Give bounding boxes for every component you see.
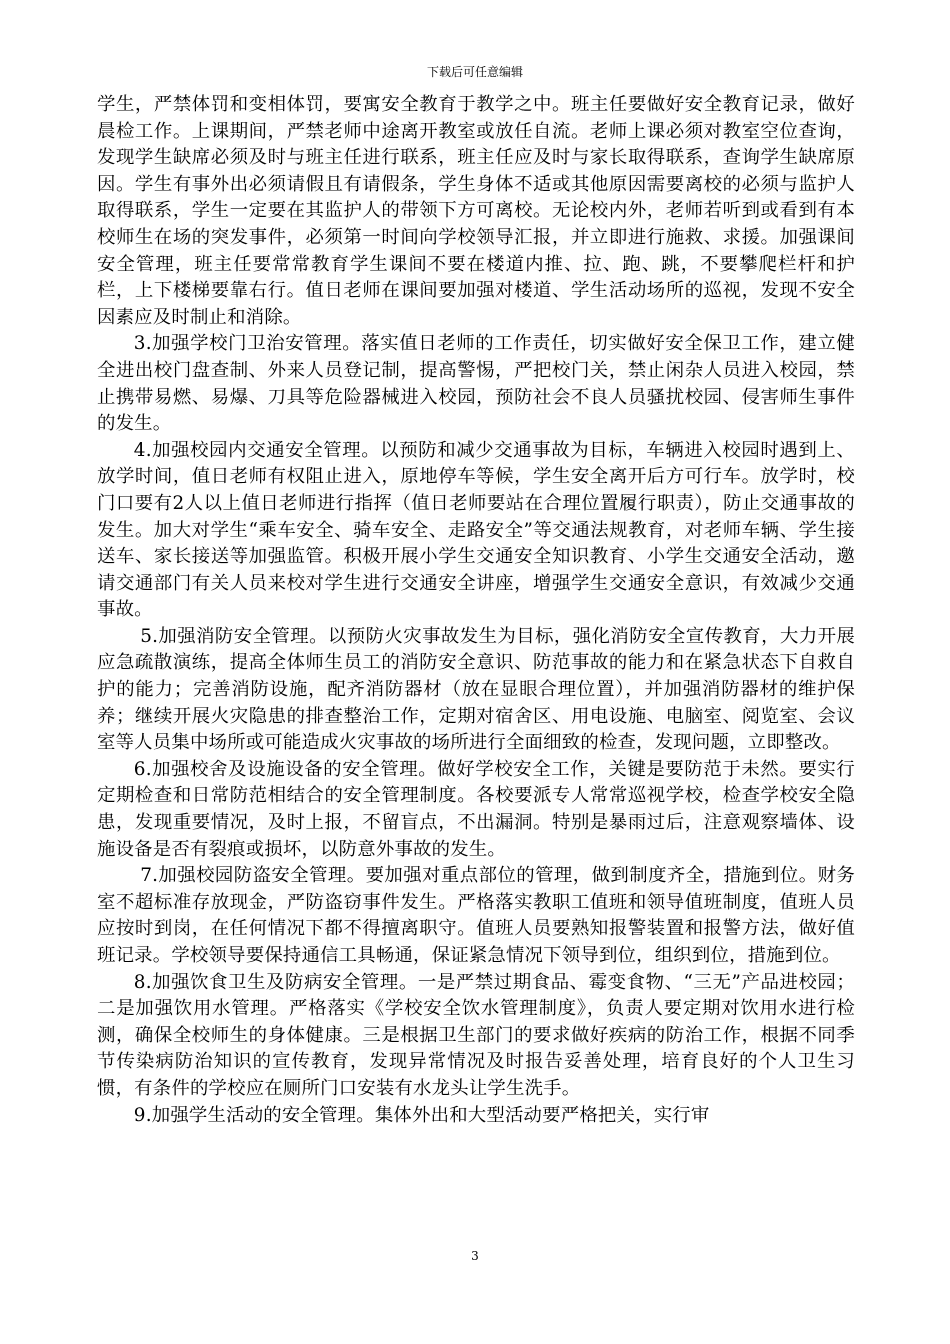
paragraph-item-6: 6.加强校舍及设施设备的安全管理。做好学校安全工作，关键是要防范于未然。要实行定期检查和日常防范相结合的安全管理制度。各校要派专人常常巡视学校，检查学校安全隐患，发现重要情况，及时上报，不留盲点，不出漏洞。特别是暴雨过后，注意观察墙体、设施设备是否有裂痕或损坏，以防意外事故的发生。 bbox=[97, 758, 855, 860]
paragraph-item-8: 8.加强饮食卫生及防病安全管理。一是严禁过期食品、霉变食物、“三无”产品进校园；二是加强饮用水管理。严格落实《学校安全饮水管理制度》，负责人要定期对饮用水进行检测，确保全校师生的身体健康。三是根据卫生部门的要求做好疾病的防治工作，根据不同季节传染病防治知识的宣传教育，发现异常情况及时报告妥善处理，培育良好的个人卫生习惯，有条件的学校应在厕所门口安装有水龙头让学生洗手。 bbox=[97, 971, 855, 1099]
page-header: 下载后可任意编辑 bbox=[426, 65, 523, 79]
paragraph-item-4: 4.加强校园内交通安全管理。以预防和减少交通事故为目标，车辆进入校园时遇到上、放学时间，值日老师有权阻止进入，原地停车等候，学生安全离开后方可行车。放学时，校门口要有2人以上值日老师进行指挥（值日老师要站在合理位置履行职责），防止交通事故的发生。加大对学生“乘车安全、骑车安全、走路安全”等交通法规教育，对老师车辆、学生接送车、家长接送等加强监管。积极开展小学生交通安全知识教育、小学生交通安全活动，邀请交通部门有关人员来校对学生进行交通安全讲座，增强学生交通安全意识，有效减少交通事故。 bbox=[97, 439, 855, 621]
paragraph-item-7: 7.加强校园防盗安全管理。要加强对重点部位的管理，做到制度齐全，措施到位。财务室不超标准存放现金，严防盗窃事件发生。严格落实教职工值班和领导值班制度，值班人员应按时到岗，在任何情况下都不得擅离职守。值班人员要熟知报警装置和报警方法，做好值班记录。学校领导要保持通信工具畅通，保证紧急情况下领导到位，组织到位，措施到位。 bbox=[97, 865, 855, 966]
paragraph-item-5: 5.加强消防安全管理。以预防火灾事故发生为目标，强化消防安全宣传教育，大力开展应急疏散演练，提高全体师生员工的消防安全意识、防范事故的能力和在紧急状态下自救自护的能力；完善消防设施，配齐消防器材（放在显眼合理位置），并加强消防器材的维护保养；继续开展火灾隐患的排查整治工作，定期对宿舍区、用电设施、电脑室、阅览室、会议室等人员集中场所或可能造成火灾事故的场所进行全面细致的检查，发现问题，立即整改。 bbox=[97, 625, 855, 754]
paragraph-continuation: 学生，严禁体罚和变相体罚，要寓安全教育于教学之中。班主任要做好安全教育记录，做好晨检工作。上课期间，严禁老师中途离开教室或放任自流。老师上课必须对教室空位查询，发现学生缺席必须及时与班主任进行联系，班主任应及时与家长取得联系，查询学生缺席原因。学生有事外出必须请假且有请假条，学生身体不适或其他原因需要离校的必须与监护人取得联系，学生一定要在其监护人的带领下方可离校。无论校内外，老师若听到或看到有本校师生在场的突发事件，必须第一时间向学校领导汇报，并立即进行施救、求援。加强课间安全管理，班主任要常常教育学生课间不要在楼道内推、拉、跑、跳，不要攀爬栏杆和护栏，上下楼梯要靠右行。值日老师在课间要加强对楼道、学生活动场所的巡视，发现不安全因素应及时制止和消除。 bbox=[97, 94, 855, 328]
document-body bbox=[97, 92, 855, 1129]
page-number: 3 bbox=[471, 1249, 479, 1263]
paragraph-item-3: 3.加强学校门卫治安管理。落实值日老师的工作责任，切实做好安全保卫工作，建立健全进出校门盘查制、外来人员登记制，提高警惕，严把校门关，禁止闲杂人员进入校园，禁止携带易燃、易爆、刀具等危险器械进入校园，预防社会不良人员骚扰校园、侵害师生事件的发生。 bbox=[97, 333, 855, 435]
paragraph-item-9: 9.加强学生活动的安全管理。集体外出和大型活动要严格把关，实行审 bbox=[133, 1104, 710, 1126]
